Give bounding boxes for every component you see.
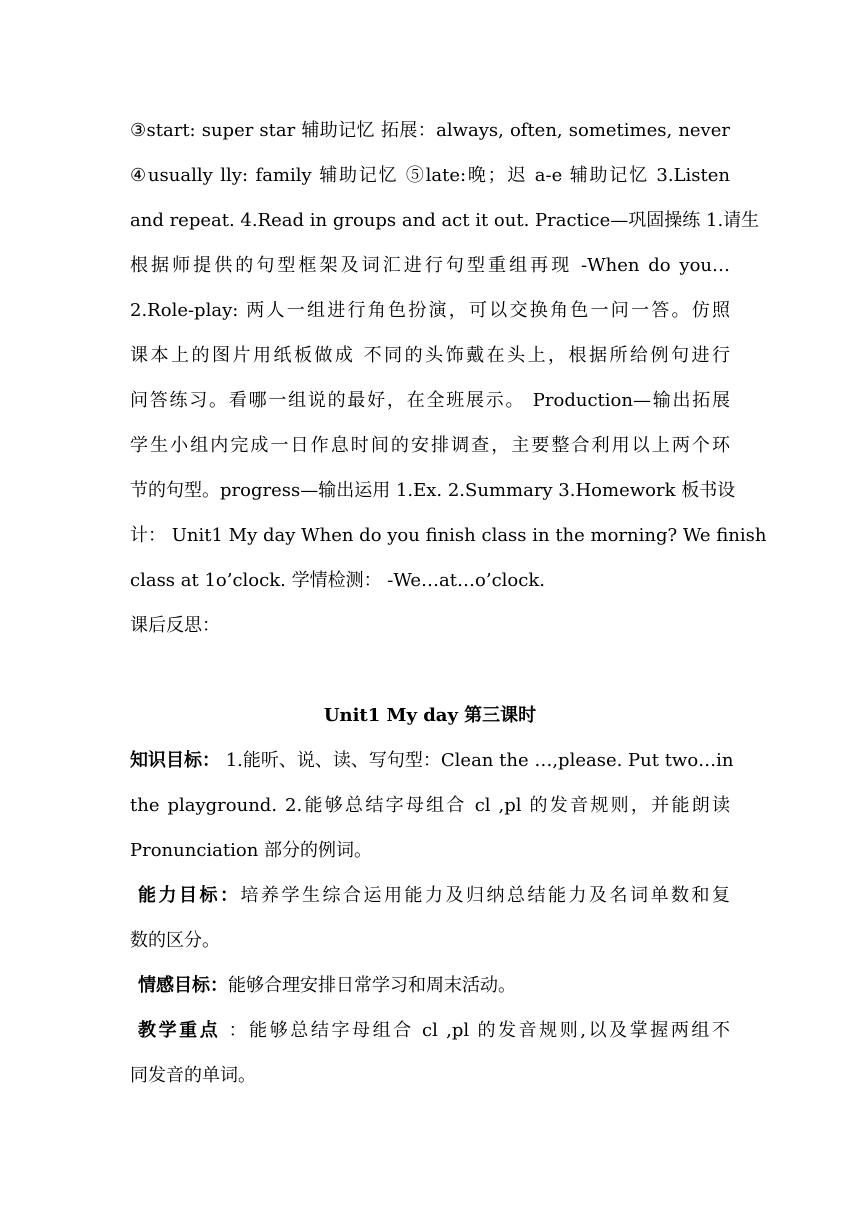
- section-title: Unit1 My day 第三课时: [323, 705, 537, 726]
- key-point-text: ：能够总结字母组合 cl ,pl 的发音规则,以及掌握两组不: [220, 1020, 731, 1041]
- text-line: 数的区分。: [130, 930, 220, 951]
- knowledge-goal-paragraph: [130, 738, 734, 873]
- text-line: class at 1o’clock. 学情检测： -We…at…o’clock.: [130, 570, 545, 591]
- text-line: 问答练习。看哪一组说的最好，在全班展示。 Production—输出拓展: [130, 390, 730, 411]
- knowledge-goal-text: 1.能听、说、读、写句型：Clean the …,please. Put two…in: [220, 750, 734, 771]
- emotion-goal-paragraph: [130, 963, 730, 1008]
- text-line: 根据师提供的句型框架及词汇进行句型重组再现 -When do you…: [130, 255, 730, 276]
- text-line: 节的句型。progress—输出运用 1.Ex. 2.Summary 3.Homework 板书设: [130, 480, 736, 501]
- text-line: 2.Role-play: 两人一组进行角色扮演，可以交换角色一问一答。仿照: [130, 300, 730, 321]
- text-line: the playground. 2.能够总结字母组合 cl ,pl 的发音规则，并能朗读: [130, 795, 730, 816]
- emotion-goal-label: 情感目标：: [138, 975, 228, 996]
- emotion-goal-line: [130, 963, 730, 1008]
- text-line: 课本上的图片用纸板做成 不同的头饰戴在头上，根据所给例句进行: [130, 345, 730, 366]
- text-line: ④usually lly: family 辅助记忆 ⑤late:晚；迟 a-e 辅助记忆 3.Listen: [130, 165, 730, 186]
- lesson-procedure-paragraph: [130, 108, 767, 648]
- knowledge-goal-line: [130, 738, 734, 783]
- text-line: 同发音的单词。: [130, 1065, 256, 1086]
- document-page: [130, 108, 767, 1098]
- emotion-goal-text: 能够合理安排日常学习和周末活动。: [228, 975, 516, 996]
- ability-goal-line: [130, 873, 730, 918]
- key-point-paragraph: [130, 1008, 730, 1098]
- text-line: 学生小组内完成一日作息时间的安排调查，主要整合利用以上两个环: [130, 435, 730, 456]
- ability-goal-paragraph: [130, 873, 730, 963]
- key-point-line: [130, 1008, 730, 1053]
- reflection-label: 课后反思：: [130, 615, 220, 636]
- text-line: and repeat. 4.Read in groups and act it out. Practice—巩固操练 1.请生: [130, 210, 760, 231]
- text-line: ③start: super star 辅助记忆 拓展：always, often, sometimes, never: [130, 120, 730, 141]
- ability-goal-text: 培养学生综合运用能力及归纳总结能力及名词单数和复: [240, 885, 730, 906]
- text-line: Pronunciation 部分的例词。: [130, 840, 373, 861]
- knowledge-goal-label: 知识目标：: [130, 750, 220, 771]
- text-line: 计： Unit1 My day When do you finish class in the morning? We finish: [130, 525, 767, 546]
- blank-line: [130, 648, 730, 693]
- key-point-label: 教学重点: [138, 1020, 221, 1041]
- ability-goal-label: 能力目标：: [138, 885, 241, 906]
